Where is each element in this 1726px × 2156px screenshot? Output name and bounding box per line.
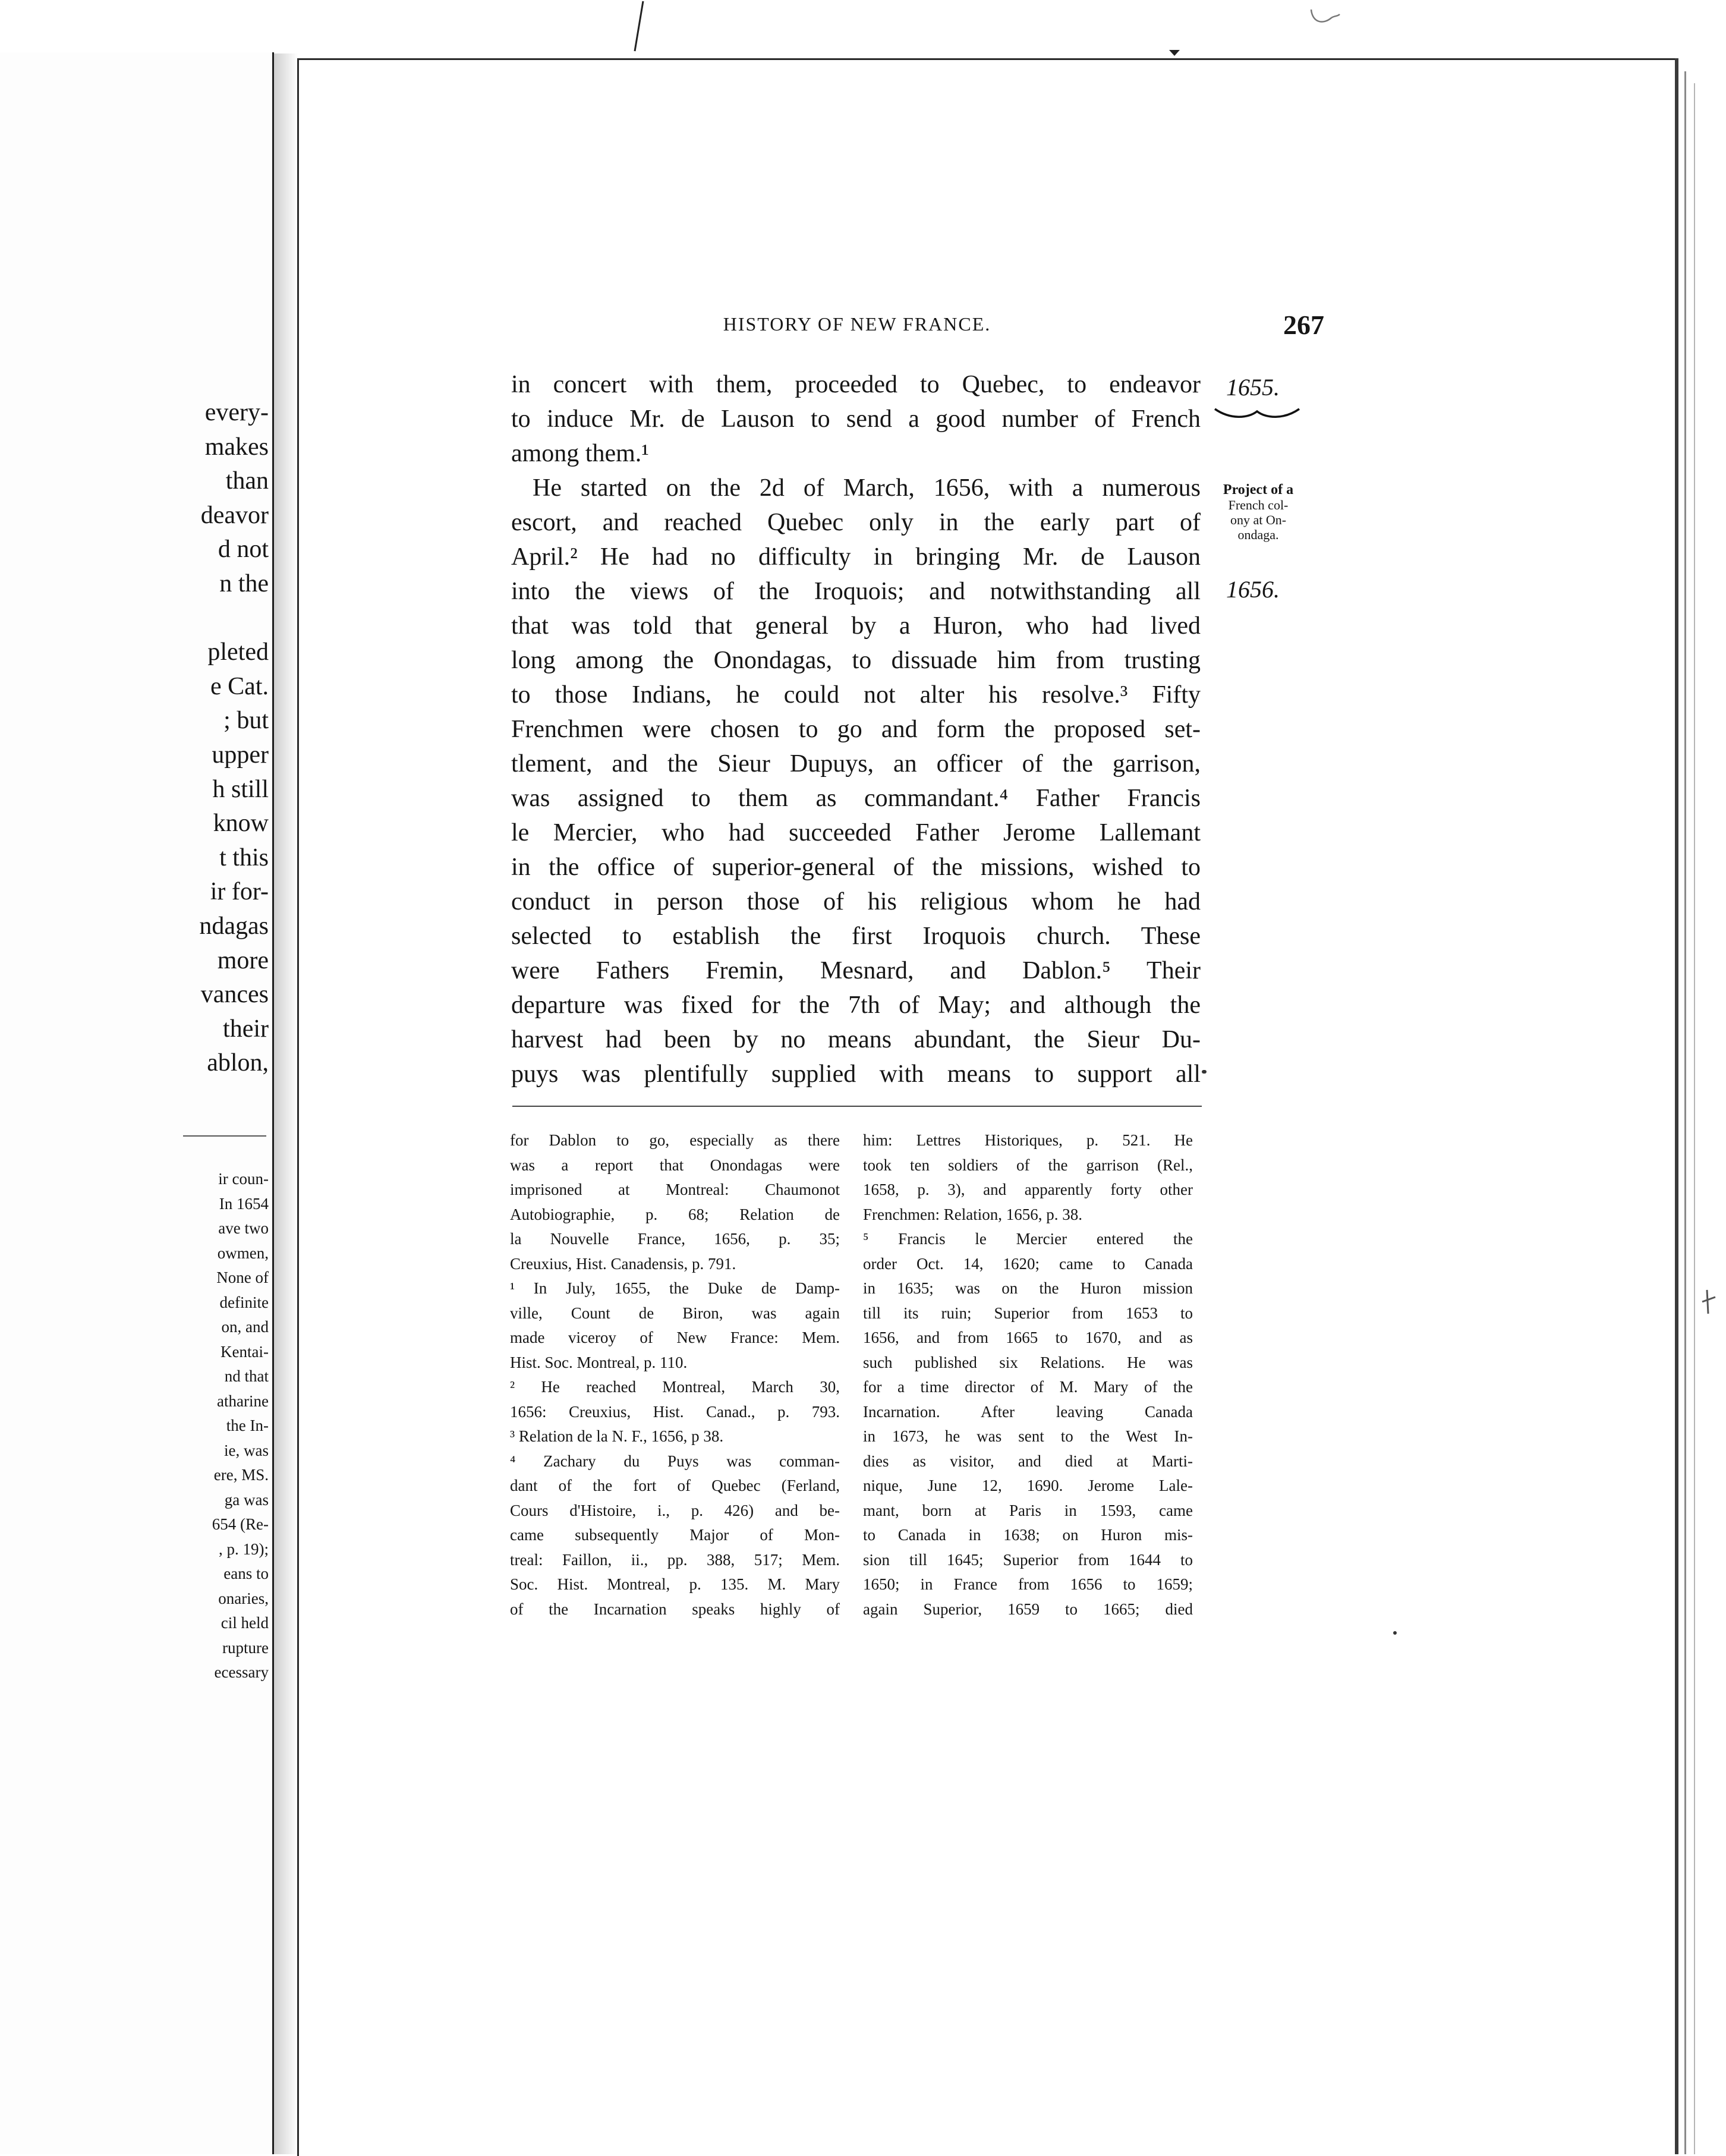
left-page-footnote-line: owmen, [217,1244,269,1262]
text-line: to those Indians, he could not alter his resolve.³ Fifty [511,681,1201,709]
page-number: 267 [1283,310,1324,340]
left-page-footnote-line: ir coun- [218,1170,269,1188]
text-line: were Fathers Fremin, Mesnard, and Dablon.⁵ Their [511,957,1201,984]
left-page-footnote-line: In 1654 [219,1194,269,1213]
footnote-line: ² He reached Montreal, March 30, [510,1378,840,1396]
left-page-footnote-line: None of [216,1269,269,1286]
text-line: Frenchmen were chosen to go and form the proposed set- [511,716,1201,743]
left-page-footnote-line: definite [219,1293,269,1311]
margin-year-top: 1655. [1226,374,1280,401]
footnote-line: ⁵ Francis le Mercier entered the [863,1230,1193,1248]
text-line: conduct in person those of his religious whom he had [511,888,1201,915]
footnote-line: again Superior, 1659 to 1665; died [863,1600,1193,1618]
left-page-footnote-line: ave two [218,1219,269,1237]
left-page-text-line: more [217,946,269,974]
left-page-text-line: upper [212,741,269,769]
text-line: tlement, and the Sieur Dupuys, an officer of the garrison, [511,750,1201,778]
scan-top-margin [0,0,1726,53]
left-page-footnote-line: rupture [222,1638,269,1657]
footnote-line: 1650; in France from 1656 to 1659; [863,1575,1193,1593]
left-page-text-line: n the [219,569,269,597]
margin-note [1202,483,1315,542]
left-page-text-line: know [213,810,269,838]
left-page-text-line [90,602,269,636]
footnote-line: treal: Faillon, ii., pp. 388, 517; Mem. [510,1550,840,1569]
left-page-text-line: ; but [223,707,269,735]
footnote-line: made viceroy of New France: Mem. [510,1329,840,1346]
text-line: harvest had been by no means abundant, the Sieur Du- [511,1026,1201,1053]
scan-edge-mark [1700,1284,1718,1320]
footnote-line: order Oct. 14, 1620; came to Canada [863,1254,1193,1273]
left-page-footnote-line: on, and [221,1318,269,1336]
footnote-line: ³ Relation de la N. F., 1656, p 38. [510,1427,724,1445]
footnote-line: in 1673, he was sent to the West In- [863,1427,1193,1445]
left-page-footnote-line: eans to [223,1565,269,1582]
footnote-line: nique, June 12, 1690. Jerome Lale- [863,1477,1193,1494]
footnote-line: dant of the fort of Quebec (Ferland, [510,1477,840,1494]
text-line: He started on the 2d of March, 1656, with a numerous [533,474,1201,502]
footnote-line: ⁴ Zachary du Puys was comman- [510,1452,840,1470]
left-page-text-line: h still [212,775,269,803]
footnote-line: ville, Count de Biron, was again [510,1304,840,1322]
left-page-footnote-line: ere, MS. [213,1466,269,1484]
page-edge [1694,83,1695,2154]
scan-curl-mark [1308,5,1343,29]
left-page-text-line: deavor [200,501,269,529]
text-line: in the office of superior-general of the missions, wished to [511,854,1201,881]
page-edge [1684,71,1686,2154]
margin-note-line: Project of a [1223,482,1294,498]
text-line: selected to establish the first Iroquois church. These [511,923,1201,950]
text-line: into the views of the Iroquois; and notwithstanding all [511,578,1201,605]
scan-slash-mark [630,0,648,53]
left-page-text-line: ndagas [199,912,269,940]
footnote-line: him: Lettres Historiques, p. 521. He [863,1131,1193,1149]
text-line: le Mercier, who had succeeded Father Jerome Lallemant [511,819,1201,846]
footnote-line: Incarnation. After leaving Canada [863,1402,1193,1421]
margin-year-bottom: 1656. [1226,576,1280,603]
footnote-line: dies as visitor, and died at Marti- [863,1452,1193,1470]
left-page-text-line: e Cat. [210,672,269,700]
margin-note-line: ony at On- [1230,512,1287,527]
main-text-block [511,367,1201,1091]
left-page-text-line: every- [204,399,269,426]
text-line: April.² He had no difficulty in bringing Mr. de Lauson [511,543,1201,571]
text-line: long among the Onondagas, to dissuade him from trusting [511,647,1201,674]
footnote-line: for a time director of M. Mary of the [863,1378,1193,1396]
footnote-line: sion till 1645; Superior from 1644 to [863,1550,1193,1569]
footnote-line: la Nouvelle France, 1656, p. 35; [510,1230,840,1248]
text-line: to induce Mr. de Lauson to send a good number of French [511,405,1201,433]
footnote-line: 1656: Creuxius, Hist. Canad., p. 793. [510,1402,840,1421]
footnote-line: to Canada in 1638; on Huron mis- [863,1526,1193,1544]
left-page-text-line: t this [219,843,269,871]
footnote-column-2 [863,1128,1193,1622]
footnote-line: was a report that Onondagas were [510,1156,840,1174]
text-line: was assigned to them as commandant.⁴ Father Francis [511,785,1201,812]
footnote-column-1 [510,1128,840,1622]
footnote-line: for Dablon to go, especially as there [510,1131,840,1149]
left-page-text-line: their [223,1015,269,1043]
left-page-footnote-line: ecessary [214,1663,269,1681]
left-page-footnote-text [90,1167,269,1685]
footnote-line: in 1635; was on the Huron mission [863,1279,1193,1297]
left-page-text-line: vances [200,981,269,1009]
left-page-footnote-line: , p. 19); [219,1540,269,1558]
scan-speck [1202,1070,1207,1074]
page-edge [1675,58,1678,2154]
left-page-footnote-line: ga was [224,1490,269,1509]
left-page-text-line: ablon, [207,1049,269,1077]
footnote-line: 1656, and from 1665 to 1670, and as [863,1329,1193,1346]
margin-brace-mark [1212,404,1302,422]
scan-dot-mark [1168,49,1181,57]
left-page-text-line: makes [204,433,269,461]
margin-note-line: French col- [1228,498,1289,512]
text-line: in concert with them, proceeded to Quebec, to endeavor [511,371,1201,398]
left-page-text-line: d not [218,536,269,564]
left-page-footnote-line: ie, was [224,1441,269,1459]
text-line: puys was plentifully supplied with means to support all [511,1060,1201,1088]
footnote-rule [512,1106,1202,1107]
left-page-footnote-line: cil held [221,1614,269,1632]
footnote-line: Hist. Soc. Montreal, p. 110. [510,1353,688,1371]
footnote-line: such published six Relations. He was [863,1353,1193,1371]
text-line: among them.¹ [511,440,649,467]
left-page-footnote-line: the In- [226,1417,269,1434]
left-page-text-line: ir for- [210,878,269,906]
footnote-line: till its ruin; Superior from 1653 to [863,1304,1193,1322]
footnote-line: Soc. Hist. Montreal, p. 135. M. Mary [510,1575,840,1593]
margin-note-line: ondaga. [1237,527,1279,542]
left-page-text-line: than [225,467,269,495]
footnote-line: Frenchmen: Relation, 1656, p. 38. [863,1205,1082,1223]
footnote-line: Autobiographie, p. 68; Relation de [510,1205,840,1223]
footnote-line: of the Incarnation speaks highly of [510,1600,840,1618]
left-page-footnote-line: nd that [224,1367,269,1385]
left-facing-page [0,52,274,2154]
scan-speck [1393,1631,1397,1635]
text-line: escort, and reached Quebec only in the early part of [511,509,1201,536]
footnote-line: 1658, p. 3), and apparently forty other [863,1181,1193,1198]
left-page-footnote-line: Kentai- [221,1342,269,1361]
footnote-line: imprisoned at Montreal: Chaumonot [510,1181,840,1198]
left-page-footnote-rule [183,1135,266,1137]
footnote-line: Creuxius, Hist. Canadensis, p. 791. [510,1254,736,1273]
left-page-footnote-line: atharine [217,1392,269,1410]
footnote-line: ¹ In July, 1655, the Duke de Damp- [510,1279,840,1297]
left-page-text-line: pleted [207,638,269,666]
left-page-footnote-line: 654 (Re- [212,1515,269,1533]
footnote-line: took ten soldiers of the garrison (Rel., [863,1156,1193,1174]
left-page-body-text [90,396,269,1081]
footnote-line: mant, born at Paris in 1593, came [863,1501,1193,1519]
left-page-footnote-line: onaries, [218,1589,269,1607]
text-line: that was told that general by a Huron, who had lived [511,612,1201,640]
footnote-line: came subsequently Major of Mon- [510,1526,840,1544]
running-head: HISTORY OF NEW FRANCE. [723,313,991,335]
book-gutter [274,53,298,2154]
text-line: departure was fixed for the 7th of May; and although the [511,992,1201,1019]
footnote-line: Cours d'Histoire, i., p. 426) and be- [510,1501,840,1519]
